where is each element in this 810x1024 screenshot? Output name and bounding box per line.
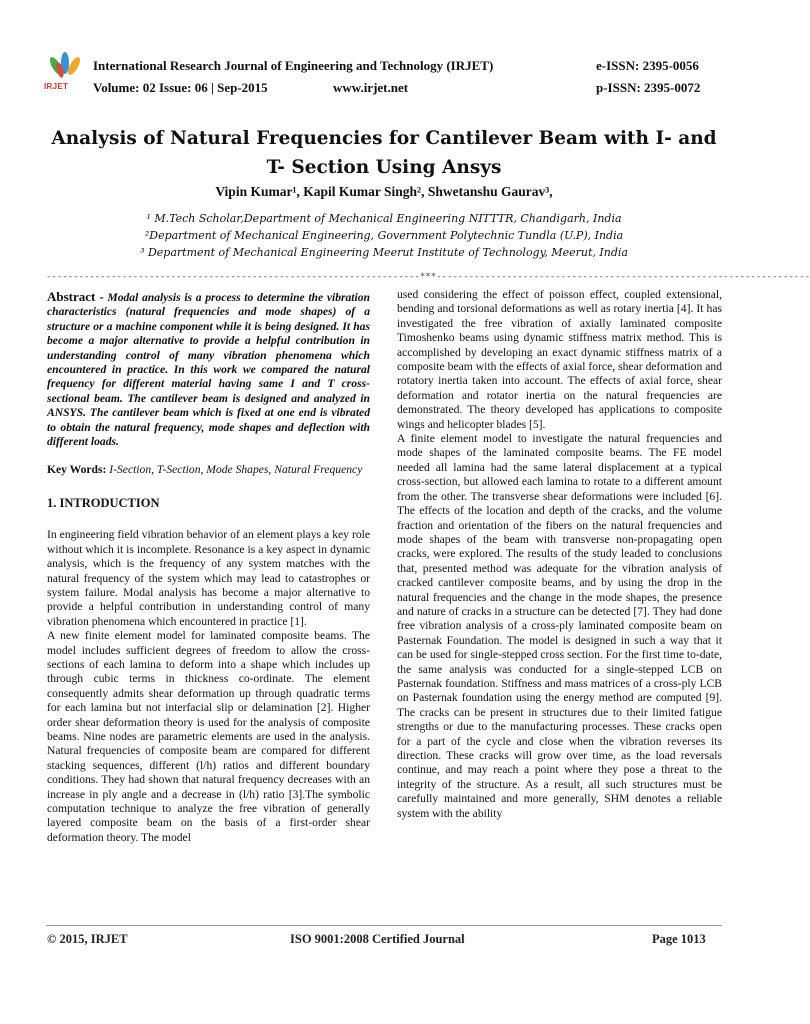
affiliation-3: ³ Department of Mechanical Engineering Meerut Institute of Technology, Meerut, India — [140, 246, 628, 259]
paper-title-line1: Analysis of Natural Frequencies for Cantilever Beam with I- and — [51, 128, 717, 149]
footer-page-number: Page 1013 — [652, 932, 706, 946]
eissn: e-ISSN: 2395-0056 — [596, 58, 699, 73]
journal-website[interactable]: www.irjet.net — [333, 80, 409, 95]
logo-text: IRJET — [44, 82, 69, 91]
section-separator: ---------------------------------------------------------------------***--------------------------------------------------------------------- — [46, 272, 810, 282]
intro-paragraph-1: In engineering field vibration behavior of an element plays a key role without which it is incomplete. Resonance is a key aspect in dynamic analysis, which is the frequency of any system matches with the natural frequency of the system which may lead to catastrophes or system failure. Modal analysis has become a major alternative to provide a helpful contribution in understanding control of many vibration phenomena which encountered in practice [1]. — [47, 528, 370, 628]
keywords-label: Key Words: — [47, 463, 107, 477]
footer-rule — [46, 925, 722, 926]
pissn: p-ISSN: 2395-0072 — [596, 80, 701, 95]
intro-paragraph-2: A new finite element model for laminated composite beams. The model includes sufficient degrees of freedom to allow the cross-sections of each lamina to deform into a shape which includes up through cubic terms in thickness co-ordinate. The element consequently admits shear deformation up through quadratic terms for each lamina but not interfacial slip or delamination [2]. Higher order shear deformation theory is used for the analysis of composite beams. Nine nodes are parametric elements are used in the analysis. Natural frequencies of composite beam are compared for different stacking sequences, different (l/h) ratios and different boundary conditions. They had shown that natural frequency decreases with an increase in ply angle and a decrease in (l/h) ratio [3].The symbolic computation technique to analyze the free vibration of generally layered composite beam on the basis of a first-order shear deformation theory. The model — [47, 629, 370, 844]
right-paragraph-2: A finite element model to investigate the natural frequencies and mode shapes of the laminated composite beams. The FE model needed all lamina had the same lateral displacement at a typical cross-section, but allowed each lamina to rotate to a different amount from the other. The transverse shear deformations were included [6]. The effects of the location and depth of the cracks, and the volume fraction and orientation of the fibers on the natural frequencies and mode shapes of the beam with transverse non-propagating open cracks, were explored. The results of the study leaded to conclusions that, presented method was adequate for the vibration analysis of cracked cantilever composite beams, and by using the drop in the natural frequencies and the change in the mode shapes, the presence and nature of cracks in a structure can be detected [7]. They had done free vibration analysis of a cross-ply laminated composite beam on Pasternak Foundation. The model is designed in such a way that it can be used for single-stepped cross section. For the first time to-date, the same analysis was conducted for a single-stepped LCB on Pasternak foundation. Stiffness and mass matrices of a cross-ply LCB on Pasternak foundation using the energy method are computed [9]. The cracks can be present in structures due to their limited fatigue strengths or due to the manufacturing processes. These cracks open for a part of the cycle and close when the vibration reverses its direction. These cracks will grow over time, as the load reversals continue, and may reach a point where they pose a threat to the integrity of the structure. As a result, all such structures must be carefully maintained and more generally, SHM denotes a reliable system with the ability — [397, 432, 722, 820]
abstract-label: Abstract - — [47, 289, 104, 304]
paper-title-line2: T- Section Using Ansys — [266, 157, 502, 178]
right-paragraph-1: used considering the effect of poisson effect, coupled extensional, bending and torsional deformations as well as rotary inertia [4]. It has investigated the free vibration of axially laminated composite Timoshenko beams using dynamic stiffness matrix method. This is accomplished by developing an exact dynamic stiffness matrix of a composite beam with the effects of axial force, shear deformation and rotatory inertia taken into account. The effects of axial force, shear deformation and rotator inertia on the natural frequencies are demonstrated. The theory developed has applications to composite wings and helicopter blades [5]. — [397, 288, 722, 431]
affiliation-1: ¹ M.Tech Scholar,Department of Mechanical Engineering NITTTR, Chandigarh, India — [146, 212, 622, 225]
affiliation-2: ²Department of Mechanical Engineering, Government Polytechnic Tundla (U.P), India — [144, 229, 624, 242]
right-column — [397, 288, 722, 821]
section-heading-introduction: 1. INTRODUCTION — [47, 495, 160, 510]
keywords — [47, 463, 370, 477]
journal-name: International Research Journal of Engineering and Technology (IRJET) — [93, 58, 494, 73]
footer-copyright: © 2015, IRJET — [47, 932, 128, 946]
abstract — [47, 290, 370, 449]
author-list: Vipin Kumar¹, Kapil Kumar Singh², Shwetanshu Gaurav³, — [215, 184, 553, 199]
logo-leaves-icon — [44, 52, 86, 82]
volume-issue: Volume: 02 Issue: 06 | Sep-2015 — [93, 80, 268, 95]
footer-certification: ISO 9001:2008 Certified Journal — [290, 932, 465, 946]
left-column — [47, 290, 370, 845]
keywords-text: I-Section, T-Section, Mode Shapes, Natural Frequency — [106, 463, 363, 477]
abstract-text: Modal analysis is a process to determine the vibration characteristics (natural frequencies and mode shapes) of a structure or a machine component while it is being designed. It has become a major alternative to provide a helpful contribution in understanding control of many vibration phenomena which encountered in practice. In this work we compared the natural frequency for different material having same I and T cross- sectional beam. The cantilever beam is designed and analyzed in ANSYS. The cantilever beam which is fixed at one end is vibrated to obtain the natural frequency, mode shapes and deflection with different loads. — [47, 291, 370, 449]
